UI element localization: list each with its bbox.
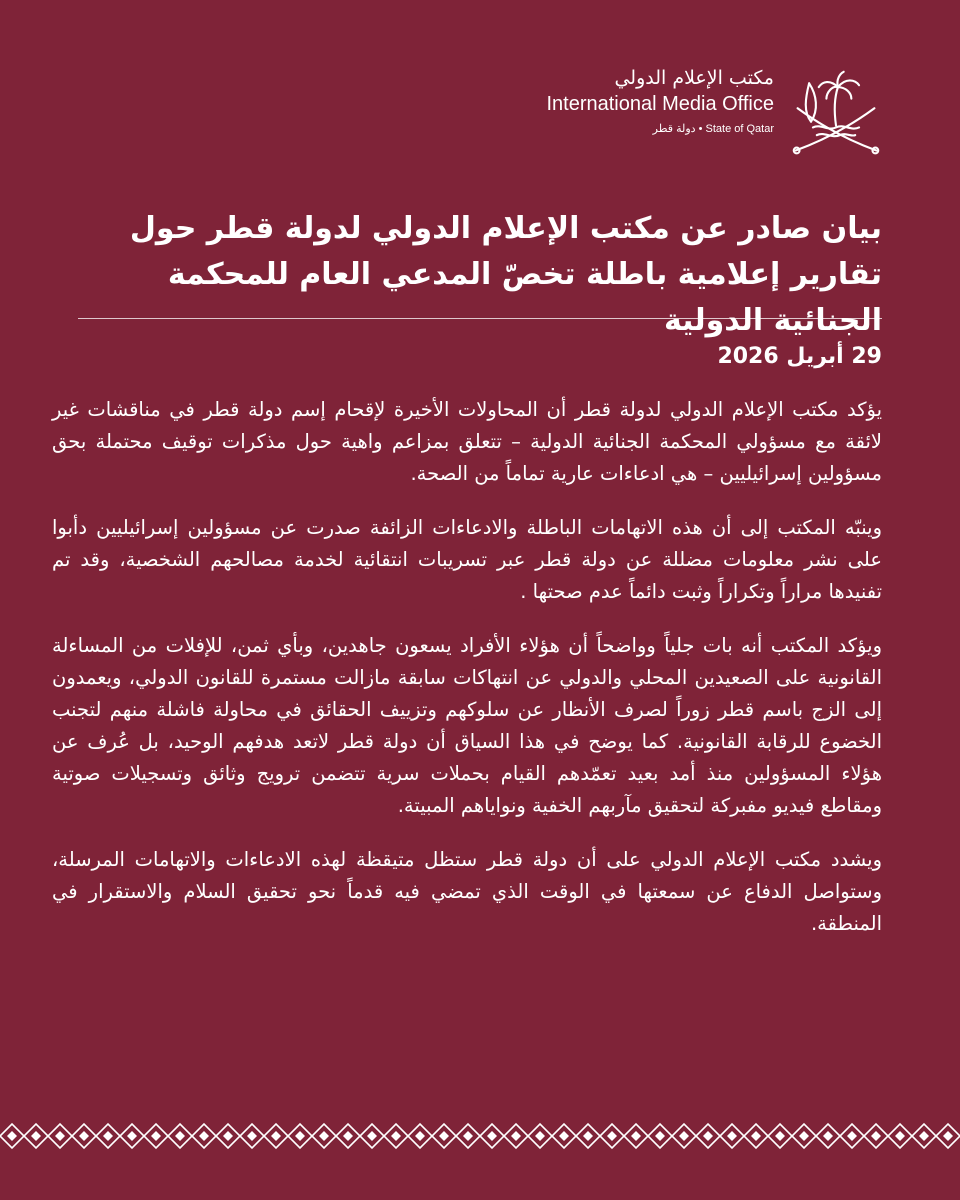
diamond-border-pattern — [0, 1114, 960, 1158]
paragraph-2: وينبّه المكتب إلى أن هذه الاتهامات الباطلة والادعاءات الزائفة صدرت عن مسؤولين إسرائيليين دأبوا على نشر معلومات مضللة عن دولة قطر عبر تسريبات انتقائية لخدمة مصالحهم الشخصية، وقد تم تفنيدها مراراً وتكراراً وثبت دائماً عدم صحتها . — [52, 516, 882, 603]
statement-headline: بيان صادر عن مكتب الإعلام الدولي لدولة قطر حول تقارير إعلامية باطلة تخصّ المدعي العام للمحكمة الجنائية الدولية — [129, 211, 882, 338]
logo-english-name: International Media Office — [546, 93, 774, 115]
qatar-emblem-icon — [788, 66, 884, 162]
statement-body — [52, 394, 882, 962]
logo-arabic-name: مكتب الإعلام الدولي — [614, 67, 774, 89]
logo-text — [546, 66, 774, 135]
paragraph-1: يؤكد مكتب الإعلام الدولي لدولة قطر أن المحاولات الأخيرة لإقحام إسم دولة قطر في مناقشات غير لائقة مع مسؤولي المحكمة الجنائية الدولية – تتعلق بمزاعم واهية حول مذكرات توقيف محتملة بحق مسؤولين إسرائيليين – هي ادعاءات عارية تماماً من الصحة. — [52, 398, 882, 485]
logo-subtitle: State of Qatar • دولة قطر — [652, 123, 774, 135]
paragraph-3: ويؤكد المكتب أنه بات جلياً وواضحاً أن هؤلاء الأفراد يسعون جاهدين، وبأي ثمن، للإفلات من المساءلة القانونية على الصعيدين المحلي والدولي عن انتهاكات سابقة مازالت مستمرة للقانون الدولي، ويعمدون إلى الزج باسم قطر زوراً لصرف الأنظار عن سلوكهم وتزييف الحقائق في محاولة فاشلة منهم لتجنب الخضوع للرقابة القانونية. كما يوضح في هذا السياق أن دولة قطر لاتعد هدفهم الوحيد، بل عُرف عن هؤلاء المسؤولين منذ أمد بعيد تعمّدهم القيام بحملات سرية تتضمن ترويج وثائق وتسجيلات صوتية ومقاطع فيديو مفبركة لتحقيق مآربهم الخفية ونواياهم المبيتة. — [52, 634, 882, 817]
logo — [546, 66, 884, 162]
statement-date: 29 أبريل 2026 — [717, 344, 882, 369]
paragraph-4: ويشدد مكتب الإعلام الدولي على أن دولة قطر ستظل متيقظة لهذه الادعاءات والاتهامات المرسلة، وستواصل الدفاع عن سمعتها في الوقت الذي تمضي فيه قدماً نحو تحقيق السلام والاستقرار في المنطقة. — [52, 848, 882, 935]
divider-line — [78, 318, 882, 319]
